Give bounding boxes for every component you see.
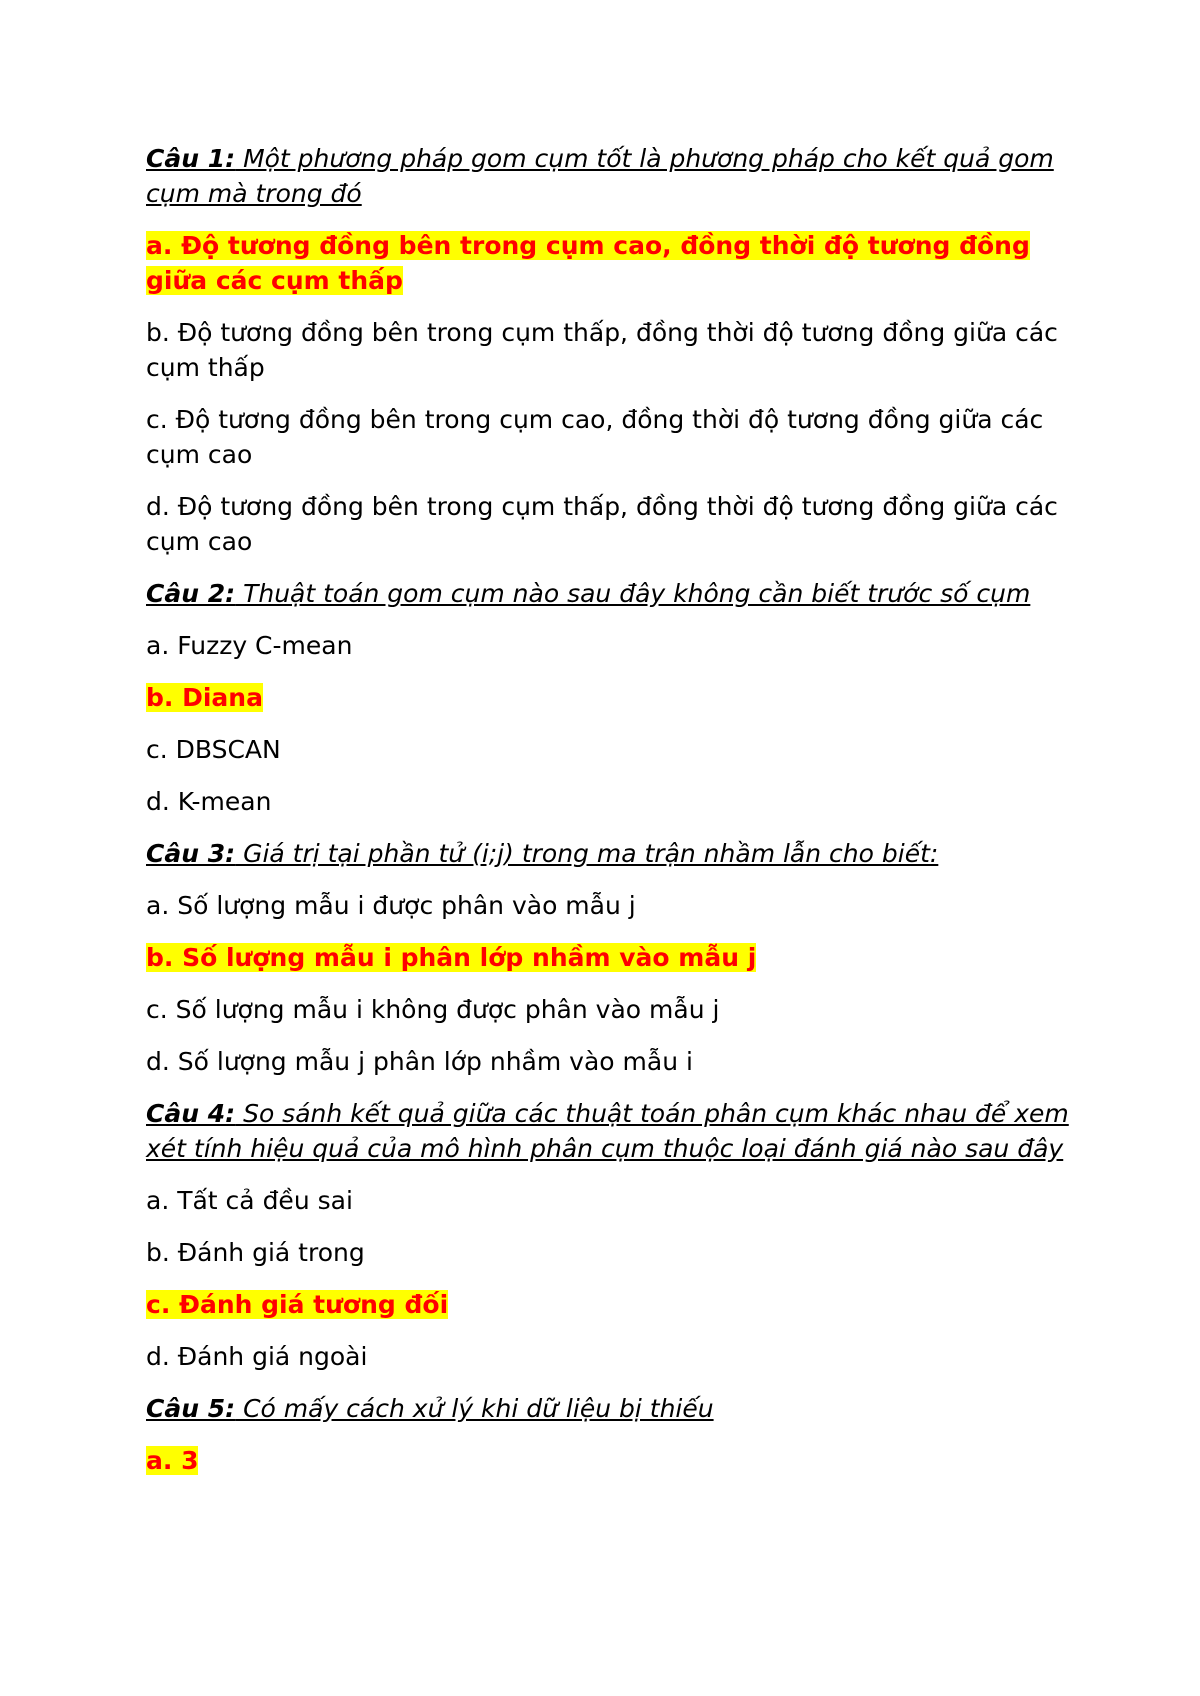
answer-option-text: b. Số lượng mẫu i phân lớp nhầm vào mẫu j — [146, 943, 757, 972]
answer-option-text: c. Đánh giá tương đối — [146, 1290, 449, 1319]
answer-option-correct — [146, 1443, 1086, 1478]
answer-option: d. Độ tương đồng bên trong cụm thấp, đồng thời độ tương đồng giữa các cụm cao — [146, 492, 1058, 556]
document-page — [146, 141, 1086, 1495]
question-label: Câu 1: — [146, 144, 236, 173]
answer-option: d. Đánh giá ngoài — [146, 1342, 368, 1371]
question-label: Câu 4: — [146, 1099, 236, 1128]
answer-option: b. Đánh giá trong — [146, 1238, 365, 1267]
answer-option: b. Độ tương đồng bên trong cụm thấp, đồng thời độ tương đồng giữa các cụm thấp — [146, 318, 1058, 382]
answer-option: a. Fuzzy C-mean — [146, 631, 353, 660]
answer-option-text: a. 3 — [146, 1446, 199, 1475]
answer-option: c. Độ tương đồng bên trong cụm cao, đồng thời độ tương đồng giữa các cụm cao — [146, 405, 1044, 469]
answer-option: d. Số lượng mẫu j phân lớp nhầm vào mẫu i — [146, 1047, 693, 1076]
answer-option: a. Tất cả đều sai — [146, 1186, 353, 1215]
question-text: Thuật toán gom cụm nào sau đây không cần biết trước số cụm — [235, 579, 1031, 608]
answer-option-correct — [146, 1287, 1086, 1322]
answer-option: d. K-mean — [146, 787, 272, 816]
answer-option-correct — [146, 228, 1086, 298]
question-2 — [146, 576, 1086, 611]
question-4 — [146, 1096, 1086, 1166]
question-3 — [146, 836, 1086, 871]
question-text: So sánh kết quả giữa các thuật toán phân cụm khác nhau để xem xét tính hiệu quả của mô hình phân cụm thuộc loại đánh giá nào sau đây — [146, 1099, 1069, 1163]
answer-option-correct — [146, 680, 1086, 715]
question-text: Có mấy cách xử lý khi dữ liệu bị thiếu — [235, 1394, 714, 1423]
question-text: Giá trị tại phần tử (i;j) trong ma trận nhầm lẫn cho biết: — [235, 839, 939, 868]
question-label: Câu 3: — [146, 839, 236, 868]
answer-option: c. Số lượng mẫu i không được phân vào mẫu j — [146, 995, 720, 1024]
answer-option-text: b. Diana — [146, 683, 263, 712]
question-5 — [146, 1391, 1086, 1426]
answer-option: a. Số lượng mẫu i được phân vào mẫu j — [146, 891, 636, 920]
question-1 — [146, 141, 1086, 211]
question-text: Một phương pháp gom cụm tốt là phương pháp cho kết quả gom cụm mà trong đó — [146, 144, 1054, 208]
answer-option-text: a. Độ tương đồng bên trong cụm cao, đồng thời độ tương đồng giữa các cụm thấp — [146, 231, 1030, 295]
question-label: Câu 5: — [146, 1394, 236, 1423]
question-label: Câu 2: — [146, 579, 236, 608]
answer-option-correct — [146, 940, 1086, 975]
answer-option: c. DBSCAN — [146, 735, 281, 764]
